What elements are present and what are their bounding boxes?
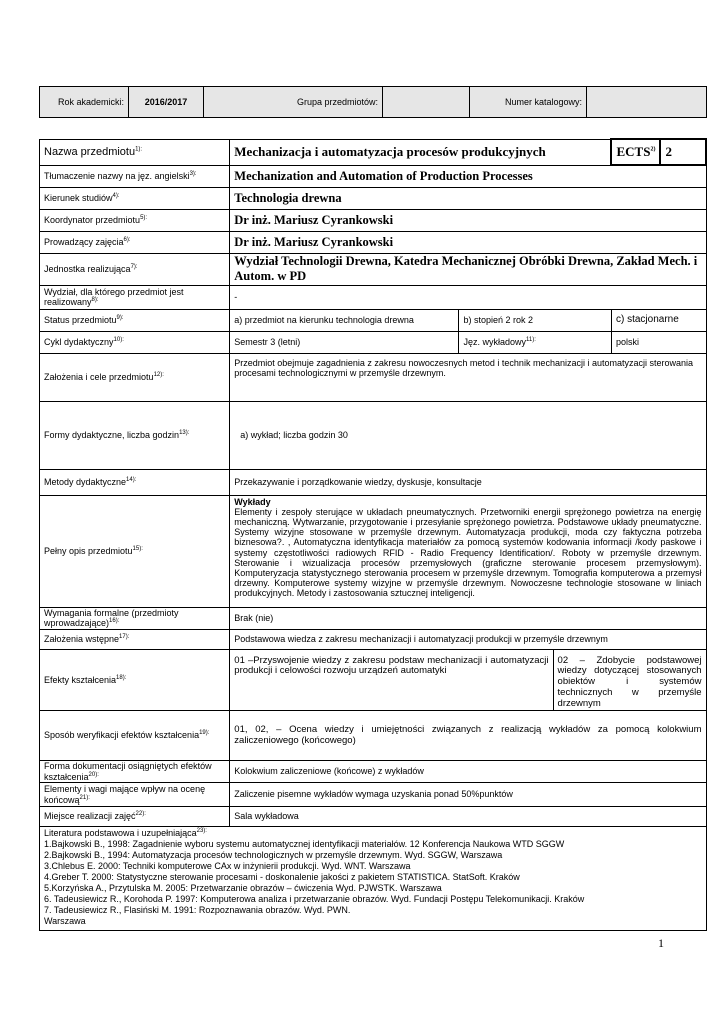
literature-item: 3.Chlebus E. 2000: Techniki komputerowe CAx w inżynierii produkcji. Wyd. WNT. Warszawa xyxy=(44,861,411,872)
opis-heading: Wykłady xyxy=(234,496,271,507)
literature-item: 6. Tadeusiewicz R., Korohoda P. 1997: Komputerowa analiza i przetwarzanie obrazów. Wyd. Fundacji Postępu Telekomunikacji. Kraków xyxy=(44,894,585,905)
efekty-02: 02 – Zdobycie podstawowej wiedzy dotyczącej stosowanych obiektów i systemów technicznych w przemyśle drzewnym xyxy=(553,649,706,711)
efekty-label-cell: Efekty kształcenia$^{18):}$ xyxy=(40,649,230,711)
cykl-value: Semestr 3 (letni) xyxy=(230,331,459,353)
literature-cell xyxy=(40,827,707,931)
miejsce-value: Sala wykładowa xyxy=(230,807,706,827)
grupa-label: Grupa przedmiotów: xyxy=(204,87,383,118)
wym-label-cell: Wymagania formalne (przedmioty wprowadzające)$^{16):}$ xyxy=(40,607,230,629)
opis-cell xyxy=(230,495,706,607)
tlum-value: Mechanization and Automation of Production Processes xyxy=(230,165,706,187)
literature-item: 4.Greber T. 2000: Statystyczne sterowanie procesami - doskonalenie jakości z pakietem STATISTICA. StatSoft. Kraków xyxy=(44,872,520,883)
wydz-value: - xyxy=(230,285,706,309)
grupa-value xyxy=(383,87,470,118)
zalw-label-cell: Założenia wstępne$^{17):}$ xyxy=(40,629,230,649)
status-a: a) przedmiot na kierunku technologia drewna xyxy=(230,309,459,331)
ects-value: 2 xyxy=(660,139,706,165)
numer-label: Numer katalogowy: xyxy=(470,87,587,118)
ects-label-cell: ECTS$^{2)}$ xyxy=(611,139,660,165)
zal-label-cell: Założenia i cele przedmiotu$^{12):}$ xyxy=(40,353,230,401)
literature-item: 7. Tadeusiewicz R., Flasiński M. 1991: Rozpoznawania obrazów. Wyd. PWN. xyxy=(44,905,351,916)
elem-label-cell: Elementy i wagi mające wpływ na ocenę końcową$^{21):}$ xyxy=(40,783,230,807)
forma-label-cell: Forma dokumentacji osiągniętych efektów kształcenia$^{20):}$ xyxy=(40,761,230,783)
header-table xyxy=(39,86,707,118)
efekty-01: 01 –Przyswojenie wiedzy z zakresu podstaw mechanizacji i automatyzacji produkcji i celowości rozwoju urządzeń automatyki xyxy=(230,649,553,711)
literature-item: 1.Bajkowski B., 1998: Zagadnienie wyboru systemu automatycznej identyfikacji materiałów. 12 Konferencja Naukowa WTD SGGW xyxy=(44,839,565,850)
prow-value: Dr inż. Mariusz Cyrankowski xyxy=(230,231,706,253)
nazwa-value: Mechanizacja i automatyzacja procesów produkcyjnych xyxy=(230,139,612,165)
jez-label-cell: Jęz. wykładowy$^{11):}$ xyxy=(459,331,612,353)
formy-label-cell: Formy dydaktyczne, liczba godzin$^{13):}$ xyxy=(40,401,230,469)
status-b: b) stopień 2 rok 2 xyxy=(459,309,612,331)
numer-value xyxy=(587,87,707,118)
miejsce-label-cell: Miejsce realizacji zajęć$^{22):}$ xyxy=(40,807,230,827)
rok-value: 2016/2017 xyxy=(129,87,204,118)
sposob-label-cell: Sposób weryfikacji efektów kształcenia$^{19):}$ xyxy=(40,711,230,761)
sposob-value: 01, 02, – Ocena wiedzy i umiejętności związanych z realizacją wykładów za pomocą kolokwium zaliczeniowego (końcowego) xyxy=(230,711,706,761)
tlum-label-cell: Tłumaczenie nazwy na jęz. angielski$^{3):}$ xyxy=(40,165,230,187)
opis-label-cell: Pełny opis przedmiotu$^{15):}$ xyxy=(40,495,230,607)
jedn-label-cell: Jednostka realizująca$^{7):}$ xyxy=(40,253,230,285)
rok-label: Rok akademicki: xyxy=(40,87,129,118)
zal-value: Przedmiot obejmuje zagadnienia z zakresu nowoczesnych metod i technik mechanizacji i automatyzacji sterowania procesami technologicznymi w przemyśle drzewnym. xyxy=(230,353,706,401)
metody-label-cell: Metody dydaktyczne$^{14):}$ xyxy=(40,469,230,495)
kierunek-label-cell: Kierunek studiów$^{4):}$ xyxy=(40,187,230,209)
metody-value: Przekazywanie i porządkowanie wiedzy, dyskusje, konsultacje xyxy=(230,469,706,495)
cykl-label-cell: Cykl dydaktyczny$^{10):}$ xyxy=(40,331,230,353)
kierunek-value: Technologia drewna xyxy=(230,187,706,209)
prow-label-cell: Prowadzący zajęcia$^{6):}$ xyxy=(40,231,230,253)
page-number: 1 xyxy=(658,936,664,950)
koord-label-cell: Koordynator przedmiotu$^{5):}$ xyxy=(40,209,230,231)
wydz-label-cell: Wydział, dla którego przedmiot jest realizowany$^{8):}$ xyxy=(40,285,230,309)
course-table xyxy=(39,138,707,931)
jedn-value: Wydział Technologii Drewna, Katedra Mechanicznej Obróbki Drewna, Zakład Mech. i Autom. w PD xyxy=(230,253,706,285)
status-label-cell: Status przedmiotu$^{9):}$ xyxy=(40,309,230,331)
nazwa-label-cell: Nazwa przedmiotu$^{1):}$ xyxy=(40,139,230,165)
opis-value: Elementy i zespoły sterujące w układach pneumatycznych. Przetworniki energii sprężonego powietrza na energię mechaniczną. Wytwarzanie, przygotowanie i przesyłanie sprężonego powietrza. Podstawowe układy pneumatyczne. Systemy wizyjne stosowane w przemyśle drzewnym. Automatyzacja produkcji, moda czy faktyczna potrzeba biznesowa?. , Automatyczna identyfikacja materiałów za pomocą systemów kodowania informacji /kody paskowe i systemy częstotliwości radiowych RFID - Radio Frequency Identification/. Roboty w przemyśle drzewnym. Sterowanie i wizualizacja procesów przemysłowych (graficzne sterowanie procesem przemysłowym). Komputeryzacja statystycznego sterowania procesem w przemyśle drzewnym. Tomografia komputerowa a przemysł drzewny. Komputerowe systemy wizyjne w przemyśle drzewnym. Nowoczesne technologie stosowane w liniach produkcyjnych. Metody i zastosowania sztucznej inteligencji. xyxy=(234,506,702,599)
literature-label: Literatura podstawowa i uzupełniająca$^{23):}$ xyxy=(44,828,207,839)
elem-value: Zaliczenie pisemne wykładów wymaga uzyskania ponad 50%punktów xyxy=(230,783,706,807)
literature-item: Warszawa xyxy=(44,916,86,927)
status-c: c) stacjonarne xyxy=(611,309,706,331)
wym-value: Brak (nie) xyxy=(230,607,706,629)
literature-item: 2.Bajkowski B., 1994: Automatyzacja procesów technologicznych w przemyśle drzewnym. Wyd. SGGW, Warszawa xyxy=(44,850,503,861)
formy-value: a) wykład; liczba godzin 30 xyxy=(230,401,706,469)
literature-item: 5.Korzyńska A., Przytulska M. 2005: Przetwarzanie obrazów – ćwiczenia Wyd. PJWSTK. Warszawa xyxy=(44,883,442,894)
jez-value: polski xyxy=(611,331,706,353)
zalw-value: Podstawowa wiedza z zakresu mechanizacji i automatyzacji produkcji w przemyśle drzewnym xyxy=(230,629,706,649)
forma-value: Kolokwium zaliczeniowe (końcowe) z wykładów xyxy=(230,761,706,783)
koord-value: Dr inż. Mariusz Cyrankowski xyxy=(230,209,706,231)
